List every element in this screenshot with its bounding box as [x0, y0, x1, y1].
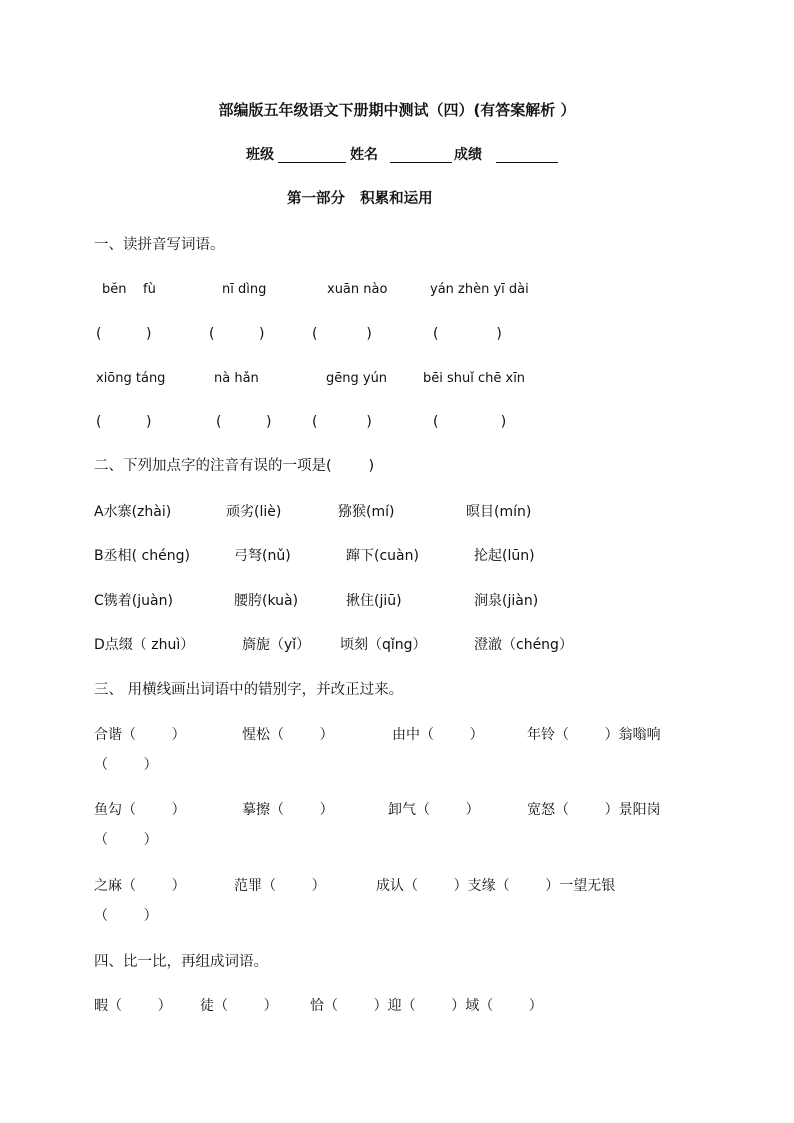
- answer-blank[interactable]: ( ): [312, 326, 372, 342]
- class-label: 班级: [246, 147, 274, 163]
- q4-heading: 四、比一比，再组成词语。: [94, 954, 268, 970]
- pinyin-item: nà hǎn: [214, 371, 259, 386]
- answer-blank[interactable]: ( ): [96, 326, 152, 342]
- pinyin-item: gēng yún: [326, 371, 388, 386]
- compare-item[interactable]: 恰（ ）迎（ ）域（ ）: [310, 998, 543, 1014]
- option-text: 澄澈（chéng）: [474, 637, 573, 653]
- q2-option-c[interactable]: [94, 592, 614, 612]
- answer-blank[interactable]: ( ): [433, 414, 507, 430]
- option-text: C镌着(juàn): [94, 593, 173, 609]
- correction-item[interactable]: 年铃（ ）翁嗡响: [527, 727, 661, 743]
- correction-item[interactable]: 范罪（ ）: [234, 878, 326, 894]
- score-label: 成绩: [454, 147, 482, 163]
- q3-row-3: [94, 877, 706, 897]
- correction-item[interactable]: 成认（ ）支缘（ ）一望无银: [376, 878, 616, 894]
- q1-answer-row-2: [96, 413, 596, 433]
- answer-blank[interactable]: ( ): [209, 326, 265, 342]
- option-text: 揪住(jiū): [346, 593, 402, 609]
- q1-pinyin-row-1: [102, 281, 602, 301]
- class-blank[interactable]: [278, 148, 346, 163]
- q3-row-1: [94, 726, 706, 746]
- q2-option-b[interactable]: [94, 547, 614, 567]
- option-text: 顷刻（qǐng）: [340, 637, 427, 653]
- document-title: 部编版五年级语文下册期中测试（四）(有答案解析 ）: [218, 101, 576, 119]
- correction-item[interactable]: 卸气（ ）: [388, 802, 480, 818]
- correction-item[interactable]: 之麻（ ）: [94, 878, 186, 894]
- option-text: 抡起(lūn): [474, 548, 535, 564]
- correction-item-wrap[interactable]: （ ）: [94, 757, 158, 773]
- q2-option-a[interactable]: [94, 503, 614, 523]
- option-text: 腰胯(kuà): [234, 593, 299, 609]
- correction-item-wrap[interactable]: （ ）: [94, 908, 158, 924]
- answer-blank[interactable]: ( ): [312, 414, 372, 430]
- option-text: 猕猴(mí): [338, 504, 395, 520]
- compare-item[interactable]: 暇（ ）: [94, 998, 172, 1014]
- option-text: A水寨(zhài): [94, 504, 172, 520]
- pinyin-item: xiōng táng: [96, 371, 166, 386]
- q3-row-2: [94, 801, 706, 821]
- correction-item[interactable]: 摹擦（ ）: [242, 802, 334, 818]
- answer-blank[interactable]: ( ): [216, 414, 272, 430]
- correction-item[interactable]: 由中（ ）: [392, 727, 484, 743]
- pinyin-item: bĕn fù: [102, 282, 156, 297]
- pinyin-item: nī dìng: [222, 282, 267, 297]
- option-text: 蹿下(cuàn): [346, 548, 419, 564]
- correction-item[interactable]: 宽怒（ ）景阳岗: [527, 802, 661, 818]
- q1-heading: 一、读拼音写词语。: [94, 237, 225, 253]
- q2-heading: 二、下列加点字的注音有误的一项是( ): [94, 458, 375, 474]
- q2-option-d[interactable]: [94, 636, 614, 656]
- answer-blank[interactable]: ( ): [433, 326, 502, 342]
- correction-item[interactable]: 合谐（ ）: [94, 727, 186, 743]
- name-label: 姓名: [350, 147, 378, 163]
- compare-item[interactable]: 徒（ ）: [200, 998, 278, 1014]
- correction-item-wrap[interactable]: （ ）: [94, 832, 158, 848]
- option-text: 顽劣(liè): [226, 504, 282, 520]
- option-text: 弓弩(nǔ): [234, 548, 291, 564]
- student-info-line: [246, 146, 566, 166]
- option-text: 涧泉(jiàn): [474, 593, 539, 609]
- answer-blank[interactable]: ( ): [96, 414, 152, 430]
- q1-pinyin-row-2: [96, 370, 596, 390]
- q4-row: [94, 997, 614, 1017]
- option-text: 旖旎（yǐ）: [242, 637, 311, 653]
- pinyin-item: yán zhèn yī dài: [430, 282, 529, 297]
- score-blank[interactable]: [496, 148, 558, 163]
- option-text: D点缀（ zhuì）: [94, 637, 195, 653]
- q3-heading: 三、 用横线画出词语中的错别字，并改正过来。: [94, 682, 404, 698]
- q1-answer-row-1: [96, 325, 596, 345]
- correction-item[interactable]: 鱼勾（ ）: [94, 802, 186, 818]
- pinyin-item: bēi shuǐ chē xīn: [423, 371, 526, 386]
- pinyin-item: xuān nào: [327, 282, 388, 297]
- option-text: 暝目(mín): [466, 504, 532, 520]
- correction-item[interactable]: 惺松（ ）: [242, 727, 334, 743]
- option-text: B丞相( chéng): [94, 548, 190, 564]
- name-blank[interactable]: [390, 148, 452, 163]
- part-one-title: 第一部分 积累和运用: [287, 191, 433, 207]
